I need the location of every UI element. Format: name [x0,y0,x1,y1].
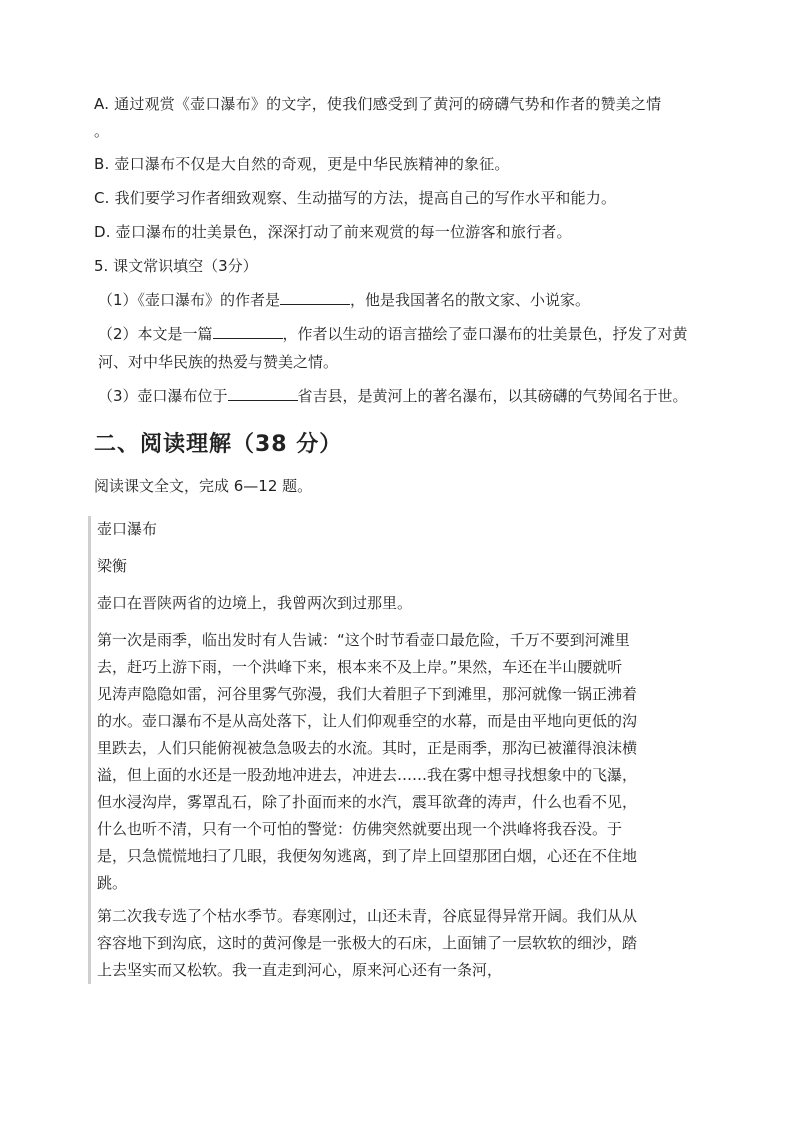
item-2-prefix: （2）本文是一篇 [98,325,213,343]
option-b: B. 壶口瀑布不仅是大自然的奇观，更是中华民族精神的象征。 [94,155,510,173]
item-2-suffix: ，作者以生动的语言描绘了壶口瀑布的壮美景色，抒发了对黄河、对中华民族的热爱与赞美之情。 [98,325,688,371]
question-5-item-2 [94,320,700,376]
page-content [94,92,700,990]
option-a: A. 通过观赏《壶口瀑布》的文字，使我们感受到了黄河的磅礴气势和作者的赞美之情 [94,95,662,113]
option-d: D. 壶口瀑布的壮美景色，深深打动了前来观赏的每一位游客和旅行者。 [94,223,572,241]
item-3-suffix: 省吉县，是黄河上的著名瀑布，以其磅礴的气势闻名于世。 [297,387,688,405]
question-5-item-1 [94,286,700,314]
answer-blank-1[interactable] [280,288,350,305]
passage-author: 梁衡 [97,557,128,575]
answer-blank-3[interactable] [228,384,298,401]
item-1-suffix: ，他是我国著名的散文家、小说家。 [350,291,591,309]
passage-block [88,516,637,984]
passage-title: 壶口瀑布 [97,520,158,538]
passage-paragraph-2: 第一次是雨季，临出发时有人告诫：“这个时节看壶口最危险，千万不要到河滩里去，赶巧上游下雨，一个洪峰下来，根本来不及上岸。”果然，车还在半山腰就听见涛声隐隐如雷，河谷里雾气弥漫，我们大着胆子下到滩里，那河就像一锅正沸着的水。壶口瀑布不是从高处落下，让人们仰观垂空的水幕，而是由平地向更低的沟里跌去，人们只能俯视被急急吸去的水流。其时，正是雨季，那沟已被灌得浪沫横溢，但上面的水还是一股劲地冲进去，冲进去……我在雾中想寻找想象中的飞瀑，但水浸沟岸，雾罩乱石，除了扑面而来的水汽，震耳欲聋的涛声，什么也看不见，什么也听不清，只有一个可怕的警觉：仿佛突然就要出现一个洪峰将我吞没。于是，只急慌慌地扫了几眼，我便匆匆逃离，到了岸上回望那团白烟，心还在不住地跳。 [97,631,638,892]
option-a-tail: 。 [94,122,110,140]
passage-paragraph-1: 壶口在晋陕两省的边境上，我曾两次到过那里。 [97,594,413,612]
section-intro: 阅读课文全文，完成 6—12 题。 [94,477,313,495]
question-5-item-3 [94,382,700,410]
question-5-title: 5. 课文常识填空（3分） [94,257,258,275]
item-3-prefix: （3）壶口瀑布位于 [98,387,228,405]
section-heading: 二、阅读理解（38 分） [94,432,343,457]
passage-paragraph-3: 第二次我专选了个枯水季节。春寒刚过，山还未青，谷底显得异常开阔。我们从从容容地下到沟底，这时的黄河像是一张极大的石床，上面铺了一层软软的细沙，踏上去坚实而又松软。我一直走到河心，原来河心还有一条河， [97,907,638,979]
item-1-prefix: （1）《壶口瀑布》的作者是 [98,291,281,309]
answer-blank-2[interactable] [213,322,283,339]
option-c: C. 我们要学习作者细致观察、生动描写的方法，提高自己的写作水平和能力。 [94,189,617,207]
